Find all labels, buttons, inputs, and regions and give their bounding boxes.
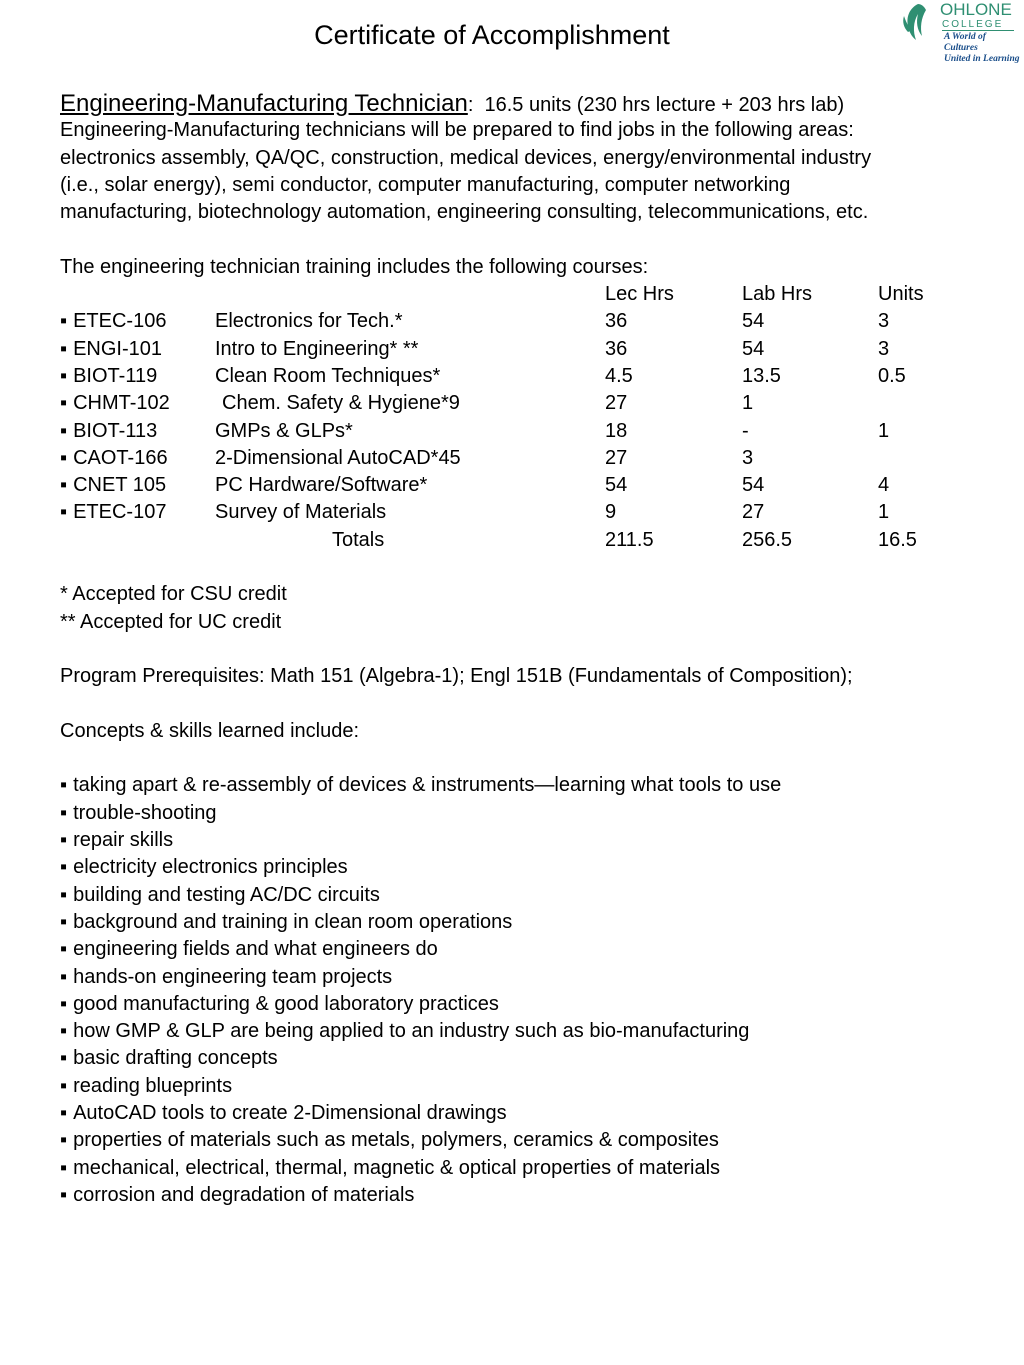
document-body: [60, 90, 1000, 1209]
course-code: ▪ ENGI-101: [60, 336, 162, 363]
course-lab: 54: [742, 310, 765, 333]
course-lec: 54: [605, 474, 628, 497]
program-colon: :: [467, 94, 474, 116]
skill-item: ▪ good manufacturing & good laboratory practices: [60, 991, 1000, 1018]
course-lab: -: [742, 419, 749, 442]
skill-item: ▪ how GMP & GLP are being applied to an industry such as bio-manufacturing: [60, 1018, 1000, 1045]
course-code: ▪ ETEC-107: [60, 499, 166, 526]
course-code: ▪ CAOT-166: [60, 445, 168, 472]
logo-name: OHLONE: [940, 0, 1012, 19]
course-row: [60, 363, 1000, 390]
description-line: (i.e., solar energy), semi conductor, computer manufacturing, computer networking: [60, 173, 791, 196]
course-lab: 3: [742, 446, 754, 469]
description-line: manufacturing, biotechnology automation, engineering consulting, telecommunications, etc.: [60, 201, 869, 224]
course-table-header: [60, 281, 1000, 308]
page-title: Certificate of Accomplishment: [314, 20, 670, 50]
skill-item: ▪ mechanical, electrical, thermal, magnetic & optical properties of materials: [60, 1155, 1000, 1182]
skill-item: ▪ corrosion and degradation of materials: [60, 1182, 1000, 1209]
course-name: Survey of Materials: [215, 501, 387, 524]
course-code: ▪ ETEC-106: [60, 308, 166, 335]
course-units: 1: [878, 501, 890, 524]
skill-item: ▪ repair skills: [60, 827, 1000, 854]
college-logo: [898, 0, 1022, 64]
course-lab: 54: [742, 474, 765, 497]
course-row: [60, 445, 1000, 472]
course-totals-row: [60, 527, 1000, 554]
course-units: 3: [878, 310, 890, 333]
program-name: Engineering-Manufacturing Technician: [60, 90, 468, 117]
course-code: ▪ CHMT-102: [60, 390, 170, 417]
csu-credit-note: * Accepted for CSU credit: [60, 583, 287, 606]
skill-item: ▪ electricity electronics principles: [60, 854, 1000, 881]
skill-item: ▪ engineering fields and what engineers do: [60, 936, 1000, 963]
skill-item: ▪ trouble-shooting: [60, 800, 1000, 827]
course-lec: 36: [605, 310, 628, 333]
skill-item: ▪ AutoCAD tools to create 2-Dimensional drawings: [60, 1100, 1000, 1127]
totals-lab: 256.5: [742, 528, 793, 551]
logo-tagline: [944, 32, 1022, 65]
course-lec: 18: [605, 419, 628, 442]
description-line: Engineering-Manufacturing technicians will be prepared to find jobs in the following areas:: [60, 119, 854, 142]
program-prerequisites: Program Prerequisites: Math 151 (Algebra-1); Engl 151B (Fundamentals of Composition);: [60, 665, 853, 688]
course-lab: 13.5: [742, 364, 781, 387]
skill-item: ▪ taking apart & re-assembly of devices & instruments—learning what tools to use: [60, 772, 1000, 799]
course-name: 2-Dimensional AutoCAD*45: [215, 446, 461, 469]
uc-credit-note: ** Accepted for UC credit: [60, 610, 282, 633]
course-name: Intro to Engineering* **: [215, 337, 419, 360]
course-units: 0.5: [878, 364, 906, 387]
course-name: GMPs & GLPs*: [215, 419, 353, 442]
logo-tagline-line-2: United in Learning: [944, 54, 1020, 64]
skill-item: ▪ reading blueprints: [60, 1073, 1000, 1100]
course-row: [60, 472, 1000, 499]
totals-lec: 211.5: [605, 528, 654, 551]
course-row: [60, 336, 1000, 363]
header-lab-hrs: Lab Hrs: [742, 283, 813, 306]
courses-intro: The engineering technician training includes the following courses:: [60, 255, 649, 278]
course-name: Chem. Safety & Hygiene*9: [222, 392, 460, 415]
program-heading: [60, 90, 1000, 117]
skill-item: ▪ building and testing AC/DC circuits: [60, 882, 1000, 909]
course-name: PC Hardware/Software*: [215, 474, 428, 497]
skill-item: ▪ hands-on engineering team projects: [60, 964, 1000, 991]
logo-divider: [942, 30, 1014, 31]
logo-tagline-line-1: A World of Cultures: [944, 32, 986, 53]
skills-list: [60, 772, 1000, 1209]
program-units: 16.5 units (230 hrs lecture + 203 hrs lab): [484, 94, 845, 116]
course-lec: 36: [605, 337, 628, 360]
ohlone-logo-icon: [900, 2, 936, 42]
course-code: ▪ CNET 105: [60, 472, 166, 499]
skill-item: ▪ properties of materials such as metals, polymers, ceramics & composites: [60, 1127, 1000, 1154]
course-name: Clean Room Techniques*: [215, 364, 441, 387]
logo-subtitle: COLLEGE: [942, 19, 1004, 30]
totals-label: Totals: [332, 528, 385, 551]
course-units: 3: [878, 337, 890, 360]
course-row: [60, 499, 1000, 526]
skill-item: ▪ basic drafting concepts: [60, 1045, 1000, 1072]
description-line: electronics assembly, QA/QC, construction, medical devices, energy/environmental industry: [60, 146, 872, 169]
course-code: ▪ BIOT-119: [60, 363, 157, 390]
course-row: [60, 390, 1000, 417]
skill-item: ▪ background and training in clean room operations: [60, 909, 1000, 936]
course-name: Electronics for Tech.*: [215, 310, 403, 333]
course-lec: 4.5: [605, 364, 633, 387]
course-lab: 54: [742, 337, 765, 360]
totals-units: 16.5: [878, 528, 917, 551]
course-row: [60, 308, 1000, 335]
skills-intro: Concepts & skills learned include:: [60, 719, 360, 742]
course-lab: 1: [742, 392, 754, 415]
course-code: ▪ BIOT-113: [60, 418, 157, 445]
course-lec: 27: [605, 392, 628, 415]
course-lab: 27: [742, 501, 765, 524]
course-row: [60, 418, 1000, 445]
header-units: Units: [878, 283, 924, 306]
course-lec: 9: [605, 501, 617, 524]
header-lec-hrs: Lec Hrs: [605, 283, 674, 306]
course-units: 1: [878, 419, 890, 442]
course-units: 4: [878, 474, 890, 497]
course-lec: 27: [605, 446, 628, 469]
